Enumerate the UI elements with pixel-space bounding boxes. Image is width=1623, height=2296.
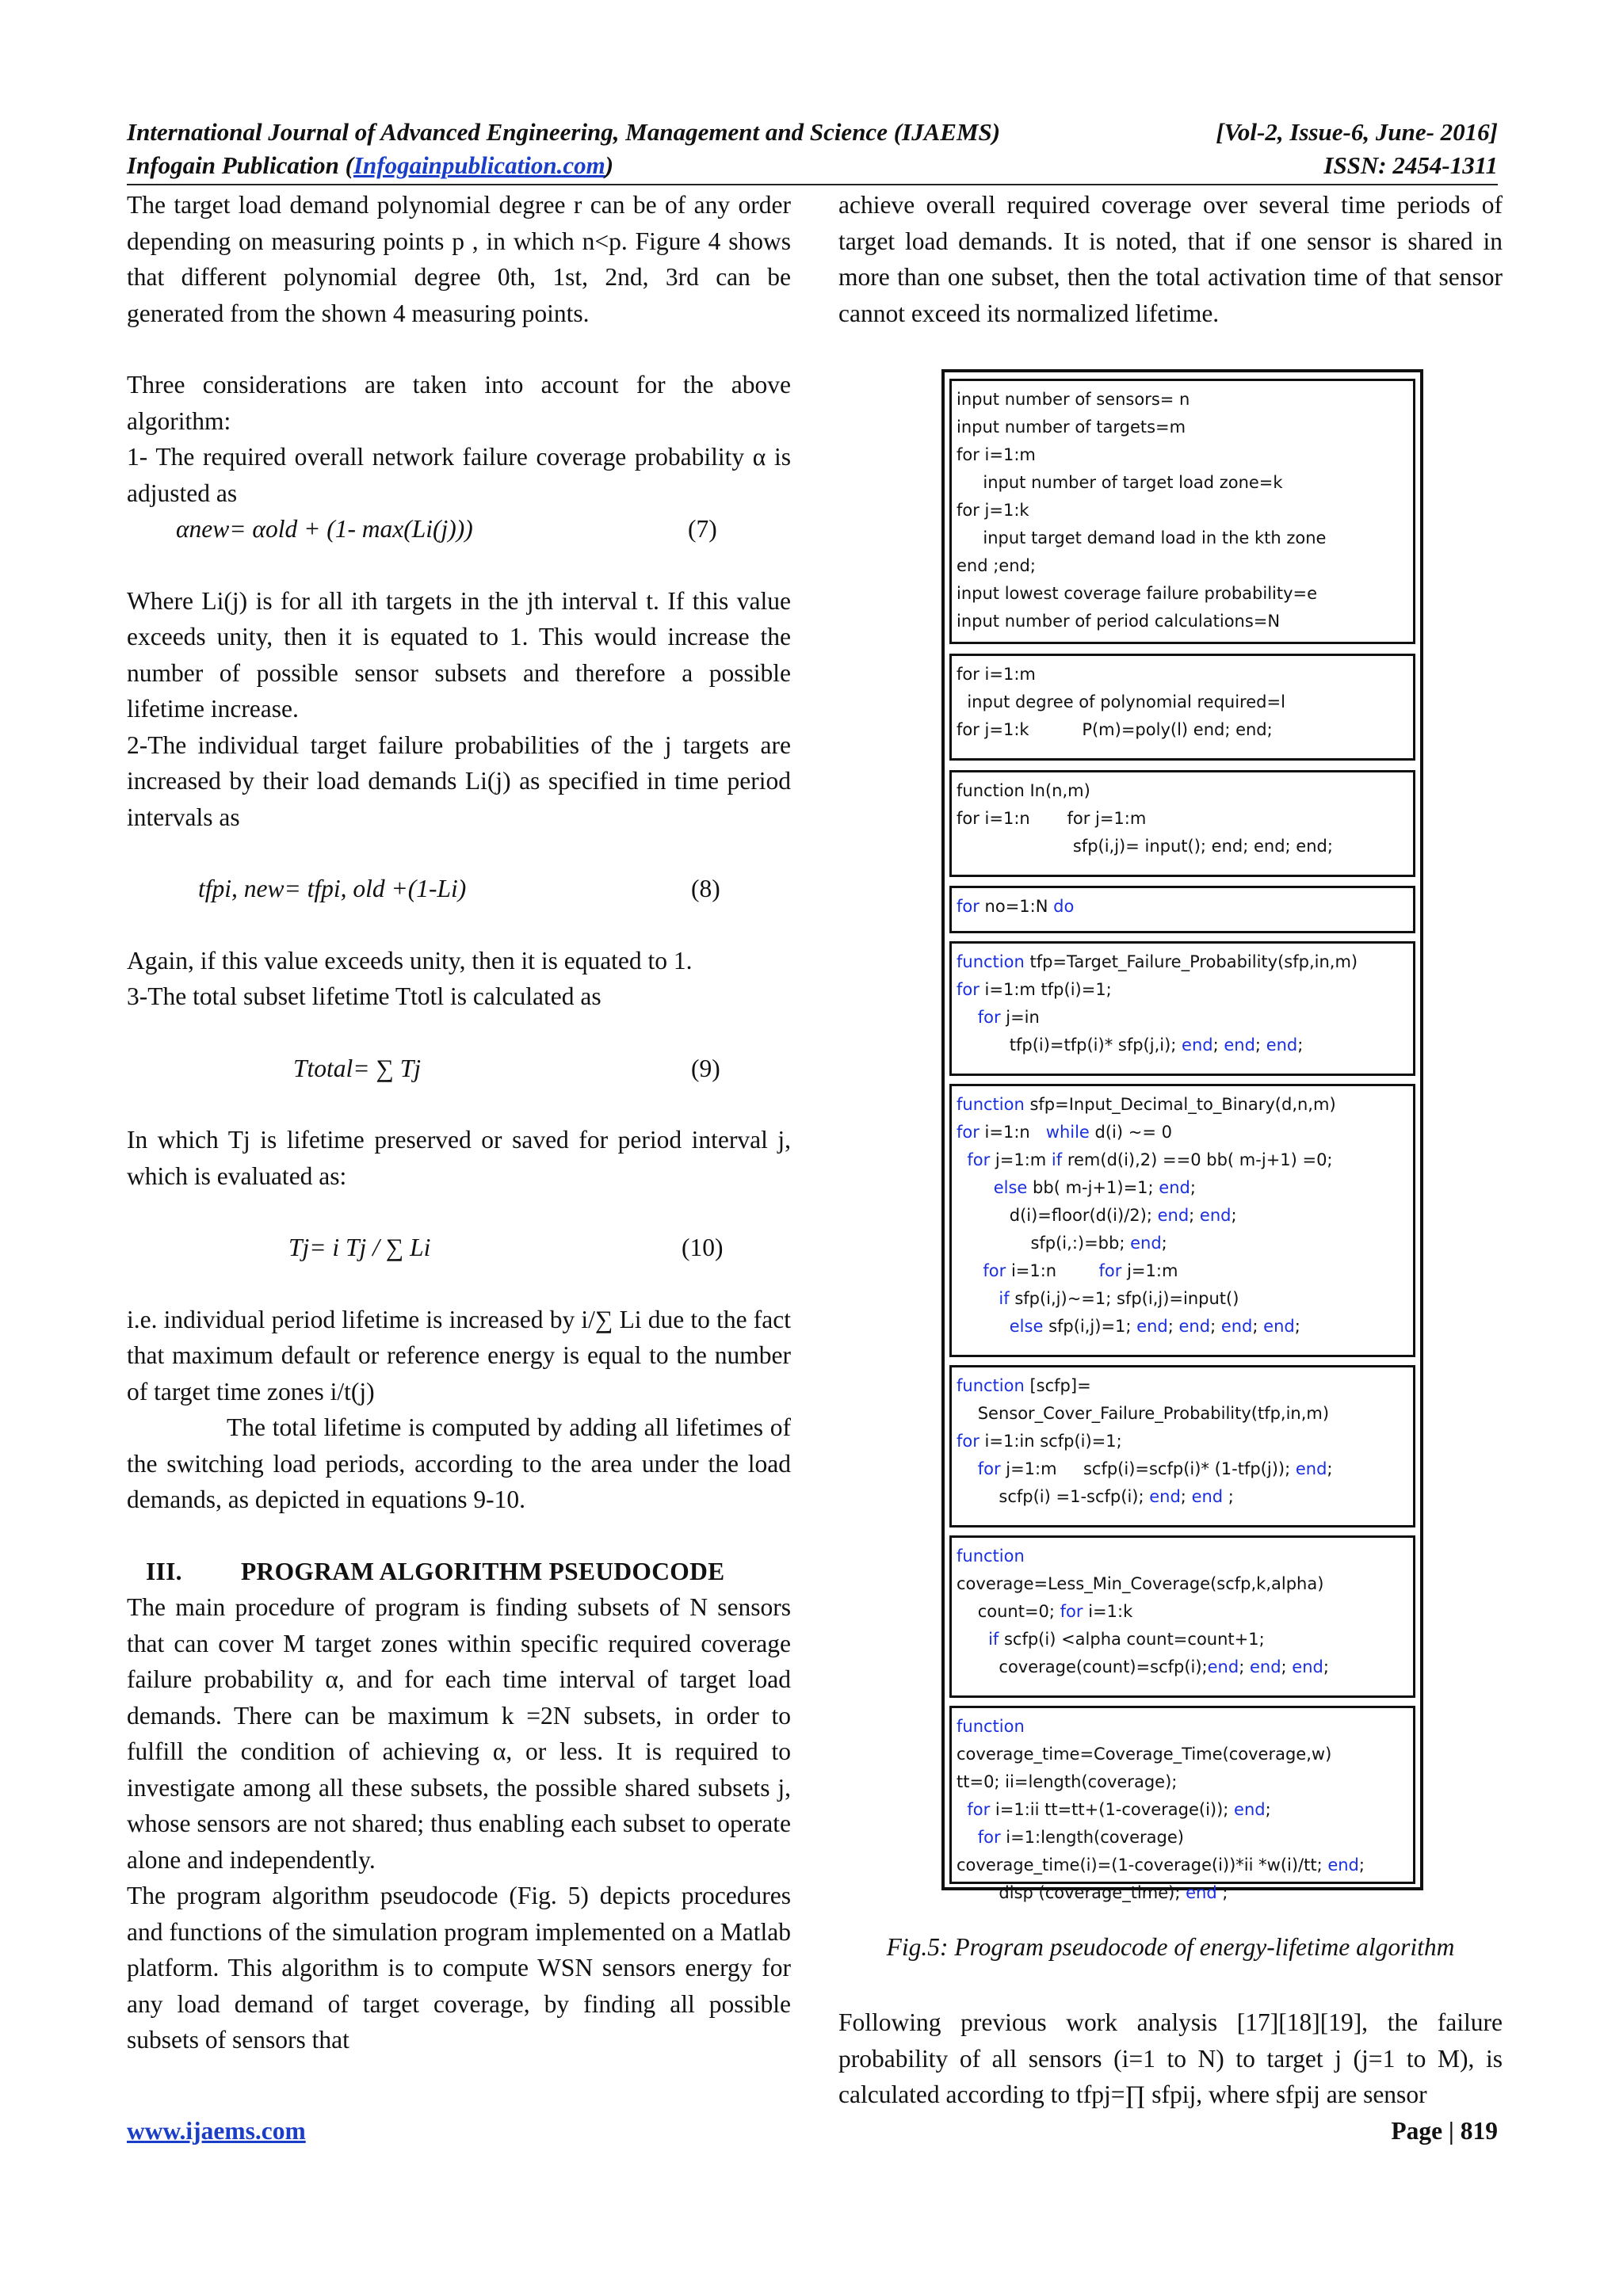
journal-title: International Journal of Advanced Engineering, Management and Science (IJAEMS): [127, 118, 1001, 146]
code-line: coverage=Less_Min_Coverage(scfp,k,alpha): [957, 1574, 1324, 1593]
paragraph-individual-lifetime: i.e. individual period lifetime is increased by i/∑ Li due to the fact that maximum default or reference energy is equal to the number of target time zones i/t(j): [127, 1305, 791, 1405]
code-min-coverage: [957, 1543, 1413, 1681]
equation-8-body: tfpi, new= tfpi, old +(1-Li): [198, 875, 467, 902]
code-line: for i=1:n for j=1:m: [957, 809, 1147, 828]
code-line: d(i)=floor(d(i)/2); end; end;: [957, 1206, 1237, 1225]
code-line: for j=in: [977, 1008, 1040, 1027]
code-line: tt=0; ii=length(coverage);: [957, 1772, 1178, 1791]
code-line: function tfp=Target_Failure_Probability(sfp,in,m): [957, 952, 1358, 971]
paragraph-pseudocode-intro: The program algorithm pseudocode (Fig. 5) depicts procedures and functions of the simulation program implemented on a Matlab platform. This algorithm is to compute WSN sensors energy for any load demand of target coverage, by finding all possible subsets of sensors that: [127, 1882, 791, 2054]
code-decimal-binary: [957, 1091, 1413, 1341]
code-line: for i=1:n for j=1:m: [983, 1261, 1178, 1280]
code-box-inputs: [949, 379, 1415, 644]
code-box-coverage-time: [949, 1706, 1415, 1902]
code-line: sfp(i,:)=bb; end;: [957, 1234, 1167, 1253]
paragraph-achieve-coverage: achieve overall required coverage over several time periods of target load demands. It is noted, that if one sensor is shared in more than one subset, then the total activation time of that sensor cannot exceed its normalized lifetime.: [838, 191, 1503, 327]
code-line: if scfp(i) <alpha count=count+1;: [988, 1630, 1265, 1649]
code-line: coverage_time(i)=(1-coverage(i))*ii *w(i)/tt; end;: [957, 1855, 1365, 1875]
equation-10-number: (10): [682, 1234, 724, 1261]
equation-8-number: (8): [691, 875, 720, 902]
code-line: disp (coverage_time); end ;: [957, 1883, 1228, 1902]
code-sensor-cover: [957, 1372, 1413, 1511]
code-line: for i=1:length(coverage): [977, 1828, 1184, 1847]
equation-7-body: αnew= αold + (1- max(Li(j))): [176, 515, 473, 543]
paragraph-consideration-3: 3-The total subset lifetime Ttotl is calculated as: [127, 982, 601, 1010]
figure-caption: Fig.5: Program pseudocode of energy-lifetime algorithm: [886, 1933, 1455, 1961]
section-number: III.: [146, 1557, 182, 1585]
code-line: scfp(i) =1-scfp(i); end; end ;: [957, 1487, 1234, 1506]
code-line: end ;end;: [957, 556, 1036, 575]
volume-info: [Vol-2, Issue-6, June- 2016]: [1216, 118, 1498, 146]
code-box-sensor-cover: [949, 1365, 1415, 1527]
equation-7: [127, 511, 791, 547]
code-line: input lowest coverage failure probability=e: [957, 584, 1318, 603]
issn: ISSN: 2454-1311: [1323, 151, 1498, 179]
footer-website: [127, 2117, 306, 2145]
code-box-loop: [949, 886, 1415, 933]
code-line: for i=1:m: [957, 665, 1036, 684]
right-column-bottom: [838, 2004, 1503, 2113]
code-line: input degree of polynomial required=l: [957, 692, 1285, 711]
code-box-decimal-binary: [949, 1084, 1415, 1357]
publisher-prefix: Infogain Publication (: [127, 151, 353, 179]
code-line: for no=1:N do: [957, 897, 1075, 916]
code-line: function: [957, 1547, 1025, 1566]
equation-9-body: Ttotal= ∑ Tj: [293, 1054, 422, 1082]
code-line: for i=1:m tfp(i)=1;: [957, 980, 1112, 999]
code-coverage-time: [957, 1713, 1413, 1907]
publisher-suffix: ): [605, 151, 614, 179]
equation-10: [127, 1230, 791, 1266]
code-target-failure: [957, 948, 1413, 1059]
code-box-polynomial: [949, 654, 1415, 761]
code-box-function-in: [949, 770, 1415, 877]
equation-10-body: Tj= i Tj / ∑ Li: [288, 1234, 431, 1261]
code-line: count=0; for i=1:k: [957, 1602, 1133, 1621]
page-number: Page | 819: [1391, 2117, 1498, 2145]
paragraph-tj: In which Tj is lifetime preserved or saved for period interval j, which is evaluated as:: [127, 1126, 791, 1190]
equation-7-number: (7): [688, 515, 717, 543]
code-line: for j=1:m scfp(i)=scfp(i)* (1-tfp(j)); end;: [977, 1459, 1333, 1478]
paragraph-main-procedure: The main procedure of program is finding subsets of N sensors that can cover M target zones within specific required coverage failure probability α, and for each time interval of target load demands. There can be maximum k =2N subsets, in order to fulfill the condition of achieving α, or less. It is required to investigate among all these subsets, the possible shared subsets j, whose sensors are not shared; thus enabling each subset to operate alone and independently.: [127, 1593, 791, 1874]
code-line: for j=1:k: [957, 501, 1029, 520]
code-inputs: [957, 386, 1413, 635]
code-line: input number of period calculations=N: [957, 612, 1281, 631]
right-column-top: [838, 187, 1503, 331]
paragraph-where-li: Where Li(j) is for all ith targets in the jth interval t. If this value exceeds unity, then it is equated to 1. This would increase the number of possible sensor subsets and therefore a possible lifetime increase.: [127, 586, 791, 723]
code-line: Sensor_Cover_Failure_Probability(tfp,in,m): [957, 1404, 1330, 1423]
code-line: if sfp(i,j)~=1; sfp(i,j)=input(): [999, 1289, 1239, 1308]
paragraph-consideration-2: 2-The individual target failure probabilities of the j targets are increased by their load demands Li(j) as specified in time period intervals as: [127, 730, 791, 831]
code-line: function [scfp]=: [957, 1376, 1091, 1395]
code-line: function sfp=Input_Decimal_to_Binary(d,n,m): [957, 1095, 1336, 1114]
code-box-min-coverage: [949, 1535, 1415, 1698]
paragraph-considerations: Three considerations are taken into account for the above algorithm:: [127, 371, 791, 435]
code-box-target-failure: [949, 941, 1415, 1076]
code-line: else sfp(i,j)=1; end; end; end; end;: [1009, 1317, 1300, 1336]
paragraph-total-lifetime: The total lifetime is computed by adding all lifetimes of the switching load periods, according to the area under the load demands, as depicted in equations 9-10.: [127, 1413, 791, 1513]
code-line: for j=1:m if rem(d(i),2) ==0 bb( m-j+1) =0;: [967, 1150, 1333, 1169]
equation-9-number: (9): [691, 1054, 720, 1082]
publisher-link[interactable]: Infogainpublication.com: [353, 151, 605, 179]
code-line: else bb( m-j+1)=1; end;: [993, 1178, 1196, 1197]
code-line: for i=1:n while d(i) ~= 0: [957, 1123, 1172, 1142]
code-line: input number of sensors= n: [957, 390, 1190, 409]
code-line: function: [957, 1717, 1025, 1736]
section-heading: [127, 1554, 791, 1590]
paragraph-polynomial-degree: The target load demand polynomial degree r can be of any order depending on measuring points p , in which n<p. Figure 4 shows that different polynomial degree 0th, 1st, 2nd, 3rd can be generated from the shown 4 measuring points.: [127, 191, 791, 327]
code-line: coverage_time=Coverage_Time(coverage,w): [957, 1745, 1332, 1764]
equation-8: [127, 871, 791, 907]
publisher-line: [127, 151, 613, 181]
code-line: for i=1:in scfp(i)=1;: [957, 1432, 1122, 1451]
left-column: [127, 187, 791, 2058]
code-function-in: [957, 777, 1413, 860]
code-line: input number of targets=m: [957, 418, 1186, 437]
paragraph-following-work: Following previous work analysis [17][18][19], the failure probability of all sensors (i=1 to N) to target j (j=1 to M), is calculated according to tfpj=∏ sfpij, where sfpij are sensor: [838, 2008, 1503, 2108]
paragraph-again: Again, if this value exceeds unity, then it is equated to 1.: [127, 946, 693, 974]
code-line: input target demand load in the kth zone: [957, 528, 1327, 547]
paragraph-consideration-1: 1- The required overall network failure coverage probability α is adjusted as: [127, 443, 791, 507]
code-polynomial: [957, 661, 1413, 744]
equation-9: [127, 1051, 791, 1087]
code-line: sfp(i,j)= input(); end; end; end;: [957, 837, 1333, 856]
website-link[interactable]: www.ijaems.com: [127, 2117, 306, 2145]
code-line: for j=1:k P(m)=poly(l) end; end;: [957, 720, 1273, 739]
section-title: PROGRAM ALGORITHM PSEUDOCODE: [241, 1557, 725, 1585]
code-line: for i=1:ii tt=tt+(1-coverage(i)); end;: [967, 1800, 1271, 1819]
code-line: tfp(i)=tfp(i)* sfp(j,i); end; end; end;: [957, 1035, 1304, 1055]
header-rule: [127, 184, 1498, 185]
code-line: coverage(count)=scfp(i);end; end; end;: [957, 1657, 1329, 1676]
code-line: input number of target load zone=k: [957, 473, 1283, 492]
code-line: function In(n,m): [957, 781, 1090, 800]
code-line: for i=1:m: [957, 445, 1036, 464]
pseudocode-figure: [941, 369, 1423, 1902]
code-loop: [957, 893, 1413, 921]
